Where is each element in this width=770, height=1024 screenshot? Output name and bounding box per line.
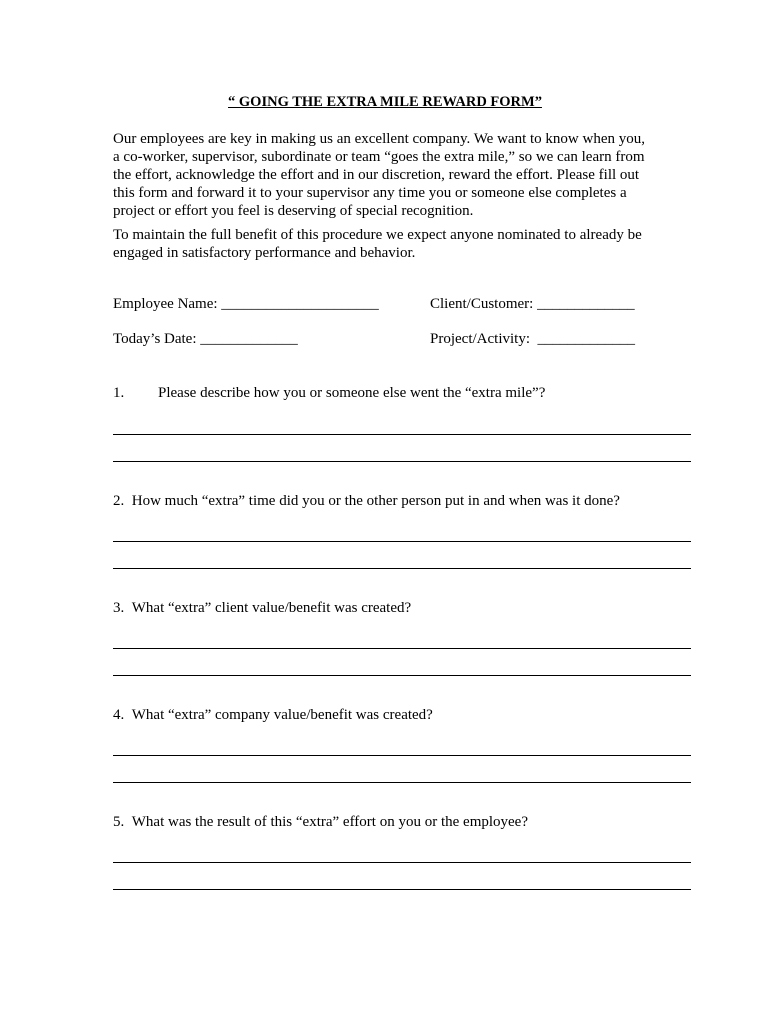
question-1: [113, 385, 545, 402]
question-4: [113, 707, 433, 724]
intro-paragraph: [113, 130, 673, 220]
question-number: 5.: [113, 814, 125, 830]
answer-line[interactable]: [113, 755, 691, 756]
todays-date-field[interactable]: Today’s Date: _____________: [113, 331, 298, 347]
answer-line[interactable]: [113, 862, 691, 863]
benefit-paragraph: [113, 226, 673, 262]
question-text: Please describe how you or someone else went the “extra mile”?: [158, 385, 546, 401]
intro-line: this form and forward it to your supervisor any time you or someone else completes a: [113, 185, 627, 201]
question-5: [113, 814, 528, 831]
question-text: What “extra” client value/benefit was created?: [131, 600, 412, 616]
answer-line[interactable]: [113, 675, 691, 676]
intro-line: Our employees are key in making us an excellent company. We want to know when you,: [113, 131, 645, 147]
employee-name-field[interactable]: Employee Name: _____________________: [113, 296, 379, 312]
benefit-line: engaged in satisfactory performance and behavior.: [113, 245, 416, 261]
question-number: 3.: [113, 600, 125, 616]
answer-line[interactable]: [113, 648, 691, 649]
question-2: [113, 493, 620, 510]
benefit-line: To maintain the full benefit of this procedure we expect anyone nominated to already be: [113, 227, 642, 243]
question-number: 4.: [113, 707, 125, 723]
question-text: What “extra” company value/benefit was created?: [131, 707, 433, 723]
answer-line[interactable]: [113, 568, 691, 569]
intro-line: a co-worker, supervisor, subordinate or team “goes the extra mile,” so we can learn from: [113, 149, 645, 165]
question-number: 2.: [113, 493, 125, 509]
project-activity-field[interactable]: Project/Activity: _____________: [430, 331, 635, 347]
intro-line: the effort, acknowledge the effort and in our discretion, reward the effort. Please fill out: [113, 167, 640, 183]
answer-line[interactable]: [113, 434, 691, 435]
question-3: [113, 600, 411, 617]
question-text: What was the result of this “extra” effort on you or the employee?: [131, 814, 528, 830]
answer-line[interactable]: [113, 541, 691, 542]
question-text: How much “extra” time did you or the other person put in and when was it done?: [131, 493, 620, 509]
answer-line[interactable]: [113, 461, 691, 462]
form-title: “ GOING THE EXTRA MILE REWARD FORM”: [228, 94, 542, 110]
question-number: 1.: [113, 385, 125, 401]
answer-line[interactable]: [113, 782, 691, 783]
client-customer-field[interactable]: Client/Customer: _____________: [430, 296, 635, 312]
answer-line[interactable]: [113, 889, 691, 890]
intro-line: project or effort you feel is deserving of special recognition.: [113, 203, 474, 219]
